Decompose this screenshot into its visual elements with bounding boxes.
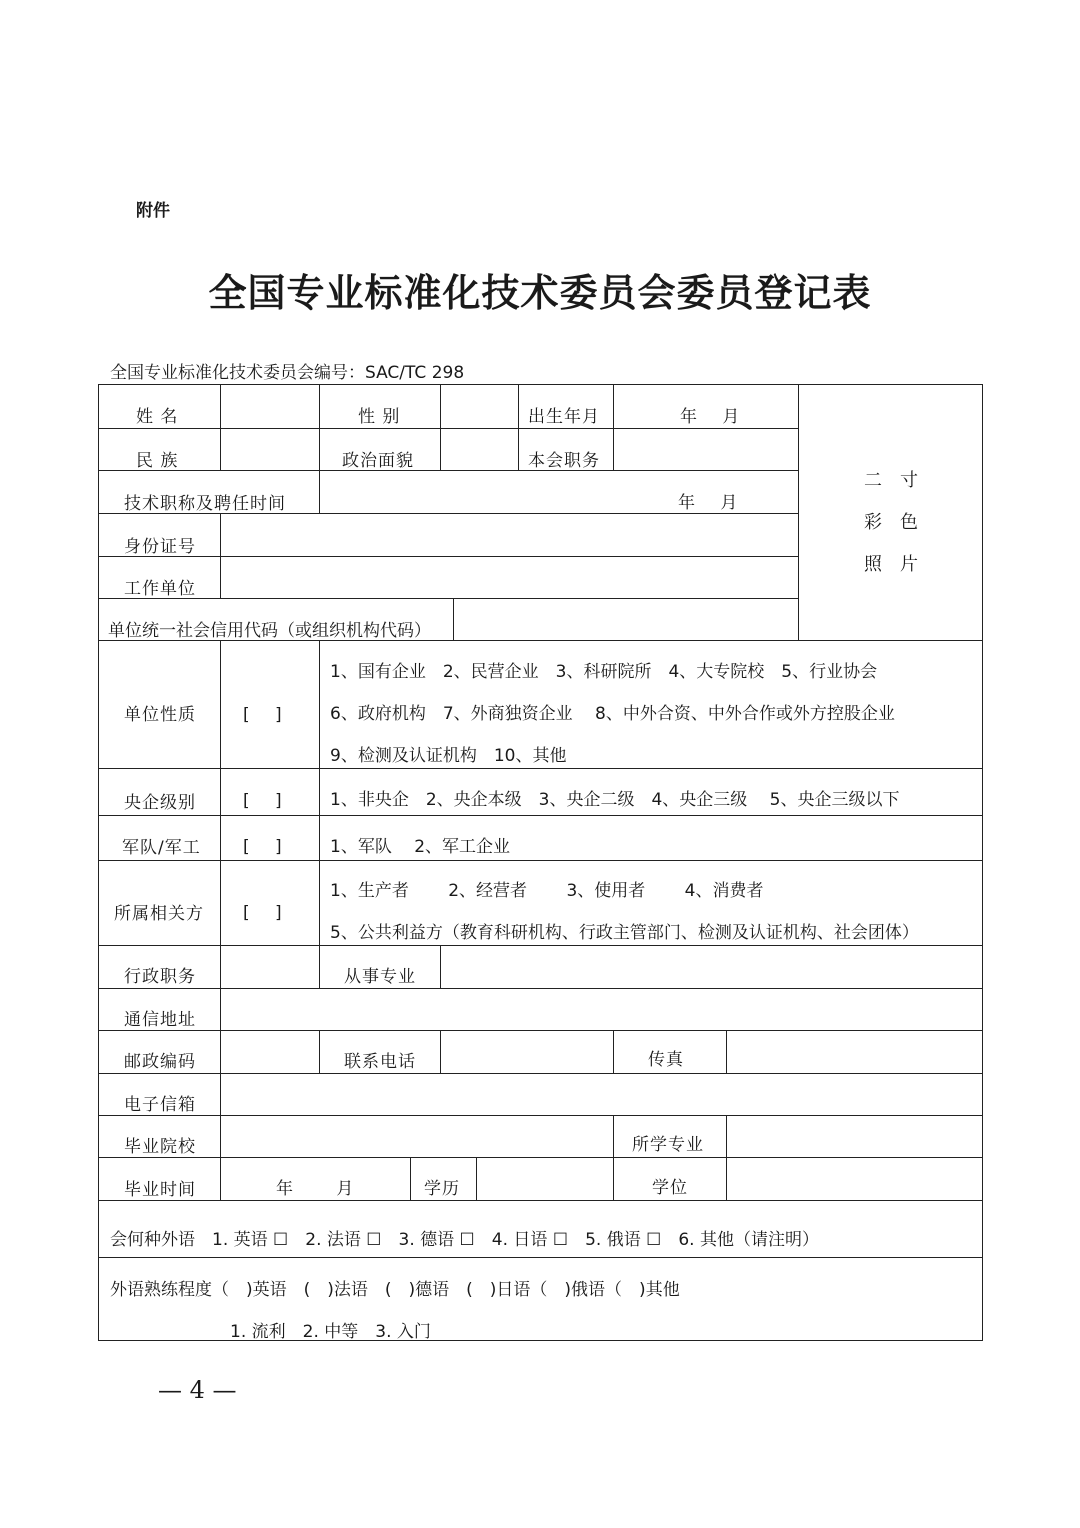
- attachment-label: 附件: [136, 201, 170, 221]
- military-options: 1、军队 2、军工企业: [330, 837, 511, 857]
- political-label: 政治面貌: [342, 451, 414, 471]
- party-options-2: 5、公共利益方（教育科研机构、行政主管部门、检测及认证机构、社会团体）: [330, 923, 919, 943]
- committee-code: 全国专业标准化技术委员会编号：SAC/TC 298: [110, 363, 465, 383]
- birth-label: 出生年月: [528, 407, 600, 427]
- phone-label: 联系电话: [344, 1052, 416, 1072]
- gender-label: 性 别: [358, 407, 401, 427]
- languages-row: 会何种外语 1. 英语 ☐ 2. 法语 ☐ 3. 德语 ☐ 4. 日语 ☐ 5. 俄语 ☐ 6. 其他（请注明）: [110, 1230, 819, 1250]
- tech-title-label: 技术职称及聘任时间: [124, 494, 286, 514]
- page-number: — 4 —: [158, 1376, 237, 1404]
- proficiency-levels: 1. 流利 2. 中等 3. 入门: [230, 1322, 431, 1342]
- nature-options-3: 9、检测及认证机构 10、其他: [330, 746, 567, 766]
- party-options-1: 1、生产者 2、经营者 3、使用者 4、消费者: [330, 881, 764, 901]
- credit-code-label: 单位统一社会信用代码（或组织机构代码）: [108, 621, 431, 641]
- ethnicity-label: 民 族: [136, 451, 179, 471]
- nature-label: 单位性质: [124, 705, 196, 725]
- party-label: 所属相关方: [114, 904, 204, 924]
- military-bracket: [ ]: [243, 837, 283, 857]
- soe-options: 1、非央企 2、央企本级 3、央企二级 4、央企三级 5、央企三级以下: [330, 790, 900, 810]
- nature-bracket: [ ]: [243, 705, 283, 725]
- id-number-label: 身份证号: [124, 537, 196, 557]
- employer-label: 工作单位: [124, 579, 196, 599]
- nature-options-2: 6、政府机构 7、外商独资企业 8、中外合资、中外合作或外方控股企业: [330, 704, 895, 724]
- photo-line-3: 照 片: [864, 554, 918, 575]
- party-bracket: [ ]: [243, 903, 283, 923]
- postcode-label: 邮政编码: [124, 1052, 196, 1072]
- admin-post-label: 行政职务: [124, 967, 196, 987]
- email-label: 电子信箱: [124, 1095, 196, 1115]
- school-label: 毕业院校: [124, 1137, 196, 1157]
- fax-label: 传真: [648, 1050, 684, 1070]
- birth-year-month: 年 月: [680, 407, 741, 427]
- name-label: 姓 名: [136, 407, 179, 427]
- grad-year-month: 年 月: [276, 1179, 355, 1199]
- tech-year-month: 年 月: [678, 493, 739, 513]
- soe-label: 央企级别: [124, 793, 196, 813]
- major-label: 所学专业: [632, 1135, 704, 1155]
- photo-line-2: 彩 色: [864, 512, 918, 533]
- photo-line-1: 二 寸: [864, 470, 918, 491]
- proficiency-row: 外语熟练程度（ )英语 ( )法语 ( )德语 ( )日语（ )俄语（ )其他: [110, 1280, 680, 1300]
- nature-options-1: 1、国有企业 2、民营企业 3、科研院所 4、大专院校 5、行业协会: [330, 662, 878, 682]
- form-title: 全国专业标准化技术委员会委员登记表: [208, 270, 872, 315]
- education-label: 学历: [424, 1179, 460, 1199]
- degree-label: 学位: [652, 1178, 688, 1198]
- address-label: 通信地址: [124, 1010, 196, 1030]
- position-label: 本会职务: [528, 451, 600, 471]
- soe-bracket: [ ]: [243, 791, 283, 811]
- military-label: 军队/军工: [122, 838, 201, 858]
- specialty-label: 从事专业: [344, 967, 416, 987]
- grad-time-label: 毕业时间: [124, 1180, 196, 1200]
